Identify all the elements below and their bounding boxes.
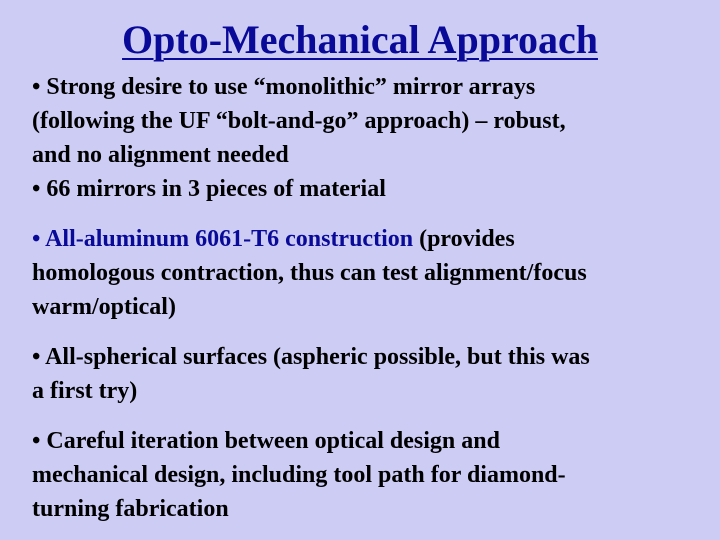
- bullet-line: turning fabrication: [32, 496, 229, 522]
- bullet-all-spherical: [32, 340, 692, 408]
- bullet-line: and no alignment needed: [32, 142, 289, 168]
- bullet-line: mechanical design, including tool path for diamond-: [32, 462, 566, 488]
- bullet-careful-iteration: [32, 424, 692, 526]
- bullet-line: • Strong desire to use “monolithic” mirror arrays: [32, 74, 536, 100]
- bullet-line: • 66 mirrors in 3 pieces of material: [32, 176, 386, 202]
- bullet-line: • All-spherical surfaces (aspheric possible, but this was: [32, 344, 590, 370]
- bullet-line: [32, 222, 692, 256]
- highlight-text: • All-aluminum 6061-T6 construction: [32, 226, 414, 252]
- bullet-line: a first try): [32, 378, 138, 404]
- slide-title: Opto-Mechanical Approach: [122, 17, 598, 62]
- bullet-all-aluminum: [32, 222, 692, 324]
- slide-body: [32, 70, 692, 526]
- bullet-line: • Careful iteration between optical design and: [32, 428, 500, 454]
- bullet-text-rest: (provides: [413, 226, 515, 252]
- bullet-66-mirrors: [32, 172, 692, 206]
- bullet-line: (following the UF “bolt-and-go” approach) – robust,: [32, 108, 566, 134]
- bullet-line: homologous contraction, thus can test alignment/focus: [32, 260, 587, 286]
- bullet-line: warm/optical): [32, 294, 176, 320]
- bullet-monolithic-arrays: [32, 70, 692, 172]
